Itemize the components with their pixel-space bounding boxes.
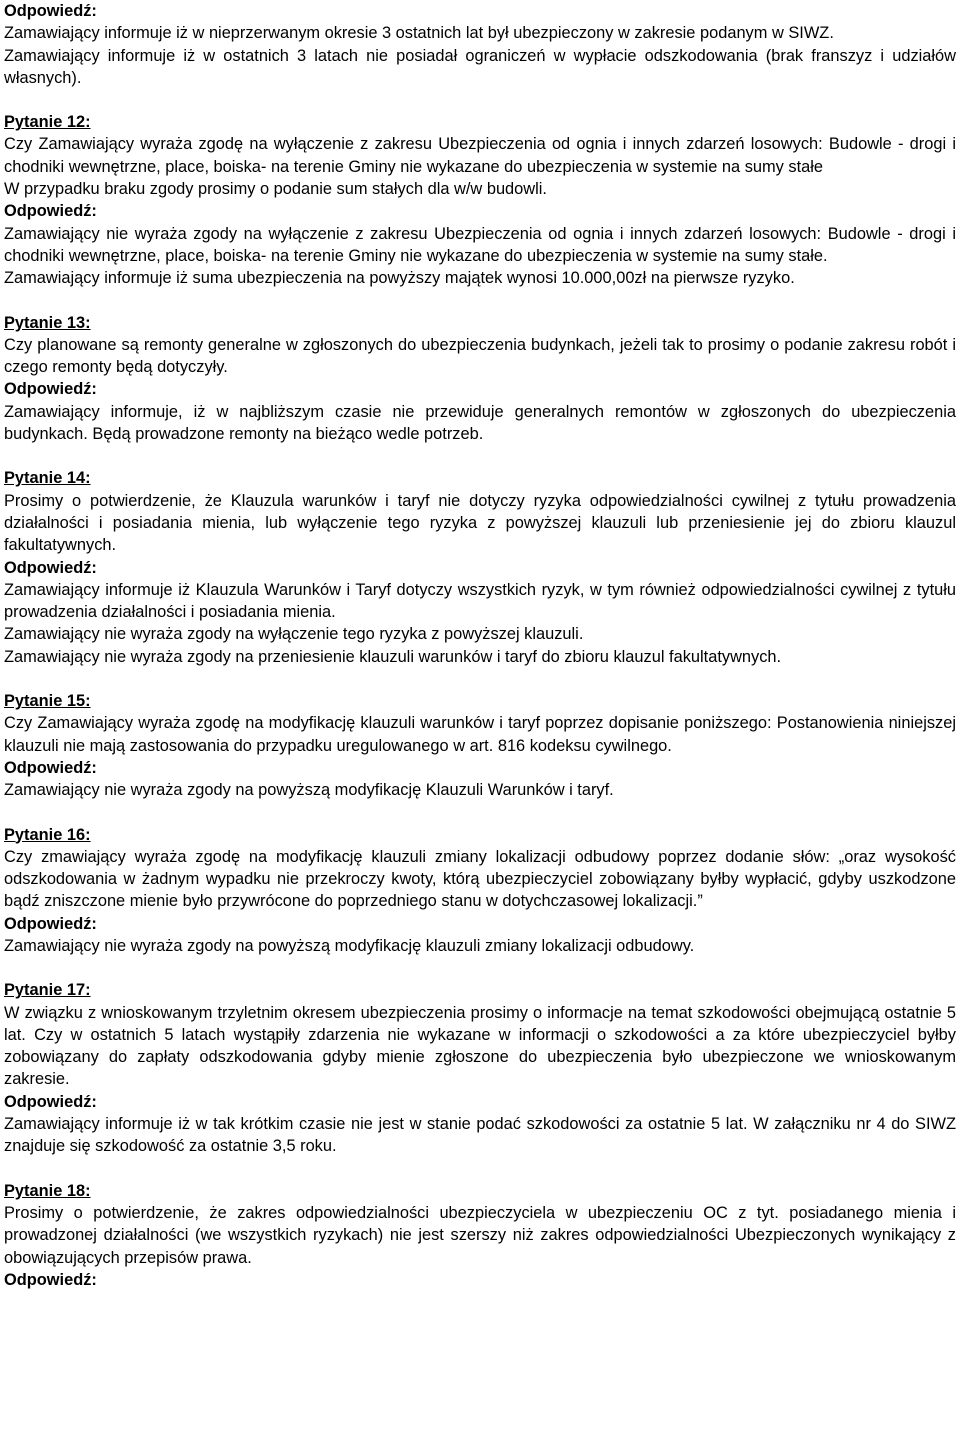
question-text: Czy Zamawiający wyraża zgodę na modyfikację klauzuli warunków i taryf poprzez dopisanie poniższego: Postanowienia niniejszej klauzuli nie mają zastosowania do przypadku uregulowanego w art. 816 kodeksu cywilnego. [4,714,956,755]
answer-label: Odpowiedź: [4,558,97,577]
answer-text: Zamawiający informuje iż w tak krótkim czasie nie jest w stanie podać szkodowości za ostatnie 5 lat. W załączniku nr 4 do SIWZ znajduje się szkodowość za ostatnie 3,5 roku. [4,1115,956,1156]
answer-label: Odpowiedź: [4,1270,97,1289]
answer-text: Zamawiający nie wyraża zgody na wyłączenie tego ryzyka z powyższej klauzuli. [4,625,584,644]
answer-text: Zamawiający informuje iż w ostatnich 3 latach nie posiadał ograniczeń w wypłacie odszkodowania (brak franszyz i udziałów własnych). [4,46,956,87]
answer-label: Odpowiedź: [4,758,97,777]
answer-text: Zamawiający nie wyraża zgody na powyższą modyfikację klauzuli zmiany lokalizacji odbudowy. [4,936,695,955]
question-block-16 [4,824,956,958]
answer-label: Odpowiedź: [4,2,97,20]
question-label: Pytanie 14: [4,469,91,488]
question-label: Pytanie 18: [4,1181,91,1200]
question-label: Pytanie 13: [4,313,91,332]
question-text: Czy planowane są remonty generalne w zgłoszonych do ubezpieczenia budynkach, jeżeli tak to prosimy o podanie zakresu robót i czego remonty będą dotyczyły. [4,335,956,377]
question-text: W przypadku braku zgody prosimy o podanie sum stałych dla w/w budowli. [4,180,547,199]
question-text: Prosimy o potwierdzenie, że Klauzula warunków i taryf nie dotyczy ryzyka odpowiedzialności cywilnej z tytułu prowadzenia działalności i posiadania mienia, lub wyłączenie tego ryzyka z powyższej klauzuli lub przeniesienie jej do zbioru klauzul fakultatywnych. [4,491,956,555]
answer-text: Zamawiający nie wyraża zgody na przeniesienie klauzuli warunków i taryf do zbioru klauzul fakultatywnych. [4,647,782,666]
answer-label: Odpowiedź: [4,380,97,399]
question-block-14 [4,467,956,668]
answer-label: Odpowiedź: [4,1092,97,1111]
answer-label: Odpowiedź: [4,914,97,933]
question-label: Pytanie 16: [4,825,91,844]
question-label: Pytanie 17: [4,981,91,1000]
question-text: Czy Zamawiający wyraża zgodę na wyłączenie z zakresu Ubezpieczenia od ognia i innych zdarzeń losowych: Budowle - drogi i chodniki wewnętrzne, place, boiska- na terenie Gminy nie wykazane do ubezpieczenia w systemie na sumy stałe [4,135,956,176]
question-block-13 [4,312,956,446]
answer-text: Zamawiający informuje iż suma ubezpieczenia na powyższy majątek wynosi 10.000,00zł na pierwsze ryzyko. [4,269,795,288]
question-text: Czy zmawiający wyraża zgodę na modyfikację klauzuli zmiany lokalizacji odbudowy poprzez dodanie słów: „oraz wysokość odszkodowania w żadnym wypadku nie przekroczy kwoty, którą ubezpieczyciel zobowiązany byłby wypłacić, gdyby uszkodzone bądź zniszczone mienie było przywrócone do poprzedniego stanu w dotychczasowej lokalizacji.” [4,847,956,911]
answer-text: Zamawiający nie wyraża zgody na powyższą modyfikację Klauzuli Warunków i taryf. [4,781,614,800]
question-text: W związku z wnioskowanym trzyletnim okresem ubezpieczenia prosimy o informacje na temat szkodowości obejmującą ostatnie 5 lat. Czy w ostatnich 5 latach wystąpiły zdarzenia nie wykazane w informacji o szkodowości a za które ubezpieczyciel byłby zobowiązany do zapłaty odszkodowania gdyby mienie zgłoszone do ubezpieczenia było ubezpieczone we wnioskowanym zakresie. [4,1003,956,1089]
answer-label: Odpowiedź: [4,202,97,221]
answer-text: Zamawiający nie wyraża zgody na wyłączenie z zakresu Ubezpieczenia od ognia i innych zdarzeń losowych: Budowle - drogi i chodniki wewnętrzne, place, boiska- na terenie Gminy nie wykazane do ubezpieczenia w systemie na sumy stałe. [4,224,956,265]
answer-text: Zamawiający informuje iż w nieprzerwanym okresie 3 ostatnich lat był ubezpieczony w zakresie podanym w SIWZ. [4,24,834,43]
question-label: Pytanie 15: [4,692,91,711]
question-block-18 [4,1180,956,1291]
answer-text: Zamawiający informuje, iż w najbliższym czasie nie przewiduje generalnych remontów w zgłoszonych do ubezpieczenia budynkach. Będą prowadzone remonty na bieżąco wedle potrzeb. [4,402,956,444]
question-block-17 [4,979,956,1157]
question-label: Pytanie 12: [4,113,91,132]
intro-answer [4,0,956,89]
answer-text: Zamawiający informuje iż Klauzula Warunków i Taryf dotyczy wszystkich ryzyk, w tym również odpowiedzialności cywilnej z tytułu prowadzenia działalności i posiadania mienia. [4,580,956,622]
question-block-12 [4,111,956,289]
question-text: Prosimy o potwierdzenie, że zakres odpowiedzialności ubezpieczyciela w ubezpieczeniu OC z tyt. posiadanego mienia i prowadzonej działalności (we wszystkich ryzykach) nie jest szerszy niż zakres odpowiedzialności Ubezpieczonych wynikający z obowiązujących przepisów prawa. [4,1203,956,1267]
question-block-15 [4,690,956,801]
